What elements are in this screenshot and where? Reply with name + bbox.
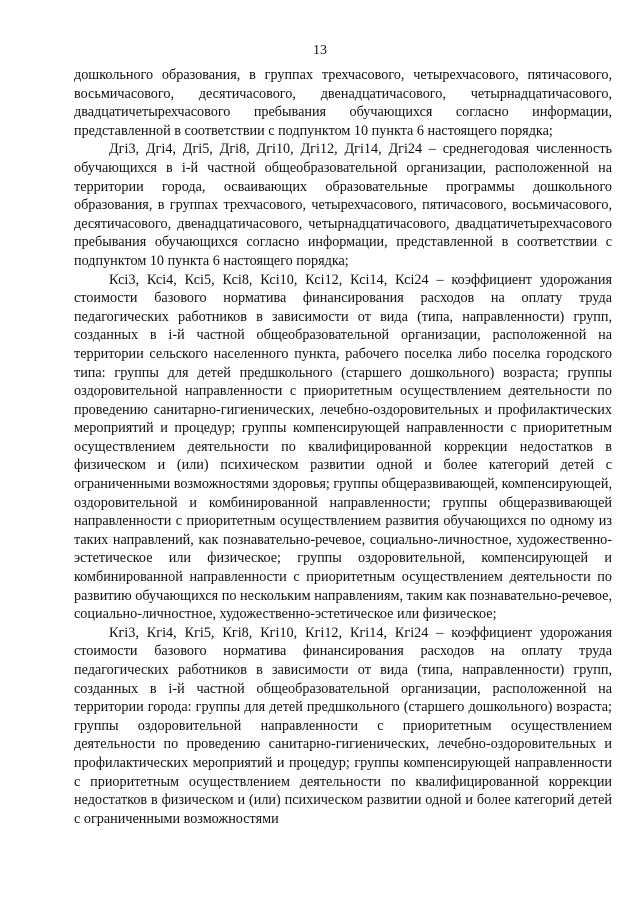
document-body bbox=[74, 66, 612, 828]
paragraph-kg-definition: Кгi3, Кгi4, Кгi5, Кгi8, Кгi10, Кгi12, Кгi14, Кгi24 – коэффициент удорожания стоимости базового норматива финансирования расходов на оплату труда педагогических работников в зависимости от вида (типа, направленности) групп, созданных в i-й частной общеобразовательной организации, расположенной на территории города: группы для детей предшкольного (старшего дошкольного) возраста; группы оздоровительной направленности с приоритетным осуществлением деятельности по проведению санитарно-гигиенических, лечебно-оздоровительных и профилактических мероприятий и процедур; группы компенсирующей направленности с приоритетным осуществлением деятельности по квалифицированной коррекции недостатков в физическом и (или) психическом развитии одной и более категорий детей с ограниченными возможностями bbox=[74, 624, 612, 827]
paragraph-continuation: дошкольного образования, в группах трехчасового, четырехчасового, пятичасового, восьмичасового, десятичасового, двенадцатичасового, четырнадцатичасового, двадцатичетырехчасового пребывания обучающихся согласно информации, представленной в соответствии с подпунктом 10 пункта 6 настоящего порядка; bbox=[74, 67, 612, 139]
page-number: 13 bbox=[313, 43, 327, 58]
paragraph-ks-definition: Ксi3, Ксi4, Ксi5, Ксi8, Ксi10, Ксi12, Ксi14, Ксi24 – коэффициент удорожания стоимости базового норматива финансирования расходов на оплату труда педагогических работников в зависимости от вида (типа, направленности) групп, созданных в i-й частной общеобразовательной организации, расположенной на территории сельского населенного пункта, рабочего поселка либо поселка городского типа: группы для детей предшкольного (старшего дошкольного) возраста; группы оздоровительной направленности с приоритетным осуществлением деятельности по проведению санитарно-гигиенических, лечебно-оздоровительных и профилактических мероприятий и процедур; группы компенсирующей направленности с приоритетным осуществлением деятельности по квалифицированной коррекции недостатков в физическом и (или) психическом развитии одной и более категорий детей с ограниченными возможностями здоровья; группы общеразвивающей, компенсирующей, оздоровительной и комбинированной направленности; группы общеразвивающей направленности с приоритетным осуществлением развития обучающихся по одному из таких направлений, как познавательно-речевое, социально-личностное, художественно-эстетическое или физическое; группы оздоровительной, компенсирующей и комбинированной направленности с приоритетным осуществлением деятельности по развитию обучающихся по нескольким направлениям, таким как познавательно-речевое, социально-личностное, художественно-эстетическое или физическое; bbox=[74, 271, 612, 623]
paragraph-dg-definition: Дгi3, Дгi4, Дгi5, Дгi8, Дгi10, Дгi12, Дгi14, Дгi24 – среднегодовая численность обучающихся в i-й частной общеобразовательной организации, расположенной на территории города, осваивающих образовательные программы дошкольного образования, в группах трехчасового, четырехчасового, пятичасового, восьмичасового, десятичасового, двенадцатичасового, четырнадцатичасового, двадцатичетырехчасового пребывания обучающихся согласно информации, представленной в соответствии с подпунктом 10 пункта 6 настоящего порядка; bbox=[74, 141, 612, 269]
